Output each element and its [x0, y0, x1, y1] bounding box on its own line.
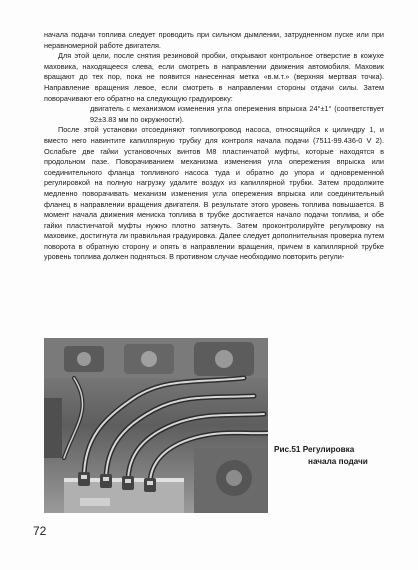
page-number: 72 — [33, 524, 47, 538]
body-text — [44, 30, 384, 263]
figure-title-line1: Регулировка — [302, 445, 355, 454]
paragraph-continuation: начала подачи топлива следует проводить при сильном дымлении, затрудненном пуске или при неравномерной работе двигателя. — [44, 30, 384, 50]
paragraph-procedure: После этой установки отсоединяют топливопровод насоса, относящийся к цилиндру 1, и вместо него навинтите капиллярную трубку для контроля начала подачи (7511-99.436-0 V 2). Ослабьте две гайки установочных винтов М8 пластинчатой муфты, которые находятся в продольном пазе. Поворачиванием механизма изменения угла опережения впрыска или соединительного фланца топливного насоса туда и обратно до упора и одновременной регулировкой на полную нагрузку удалите воздух из капиллярной трубки. Затем продолжите медленно поворачивать механизм изменения угла опережения впрыска или соединительный фланец в направлении вращения двигателя. В результате этого уровень топлива повышается. В момент начала движения мениска топлива в трубке достигается начало подачи топлива, и обе гайки пластинчатой муфты нужно плотно затянуть. Затем проконтролируйте регулировку на маховике, достигнута ли правильная градуировка. Далее следует дополнительная проверка путем поворота в обратную сторону и опять в направлении вращения, причем в капиллярной трубке уровень топлива должен подняться. В противном случае необходимо повторить регули- — [44, 125, 384, 262]
paragraph-flywheel: Для этой цели, после снятия резиновой пробки, открывают контрольное отверстие в кожухе маховика, находящееся слева, если смотреть в направлении движения автомобиля. Маховик вращают до тех пор, пока не появится нанесенная метка «в.м.т.» (верхняя мертвая точка). Направление вращения левое, если смотреть в направлении стороны отдачи силы. Затем поворачивают его обратно на следующую градуировку: — [44, 51, 384, 103]
figure-caption — [274, 444, 384, 468]
figure-number: Рис.51 — [274, 445, 301, 454]
figure-title-line2: начала подачи — [308, 457, 368, 466]
engine-photo — [44, 338, 268, 513]
paragraph-graduation-value: двигатель с механизмом изменения угла опережения впрыска 24°±1° (соответствует 92±3.83 мм по окружности). — [90, 104, 384, 124]
